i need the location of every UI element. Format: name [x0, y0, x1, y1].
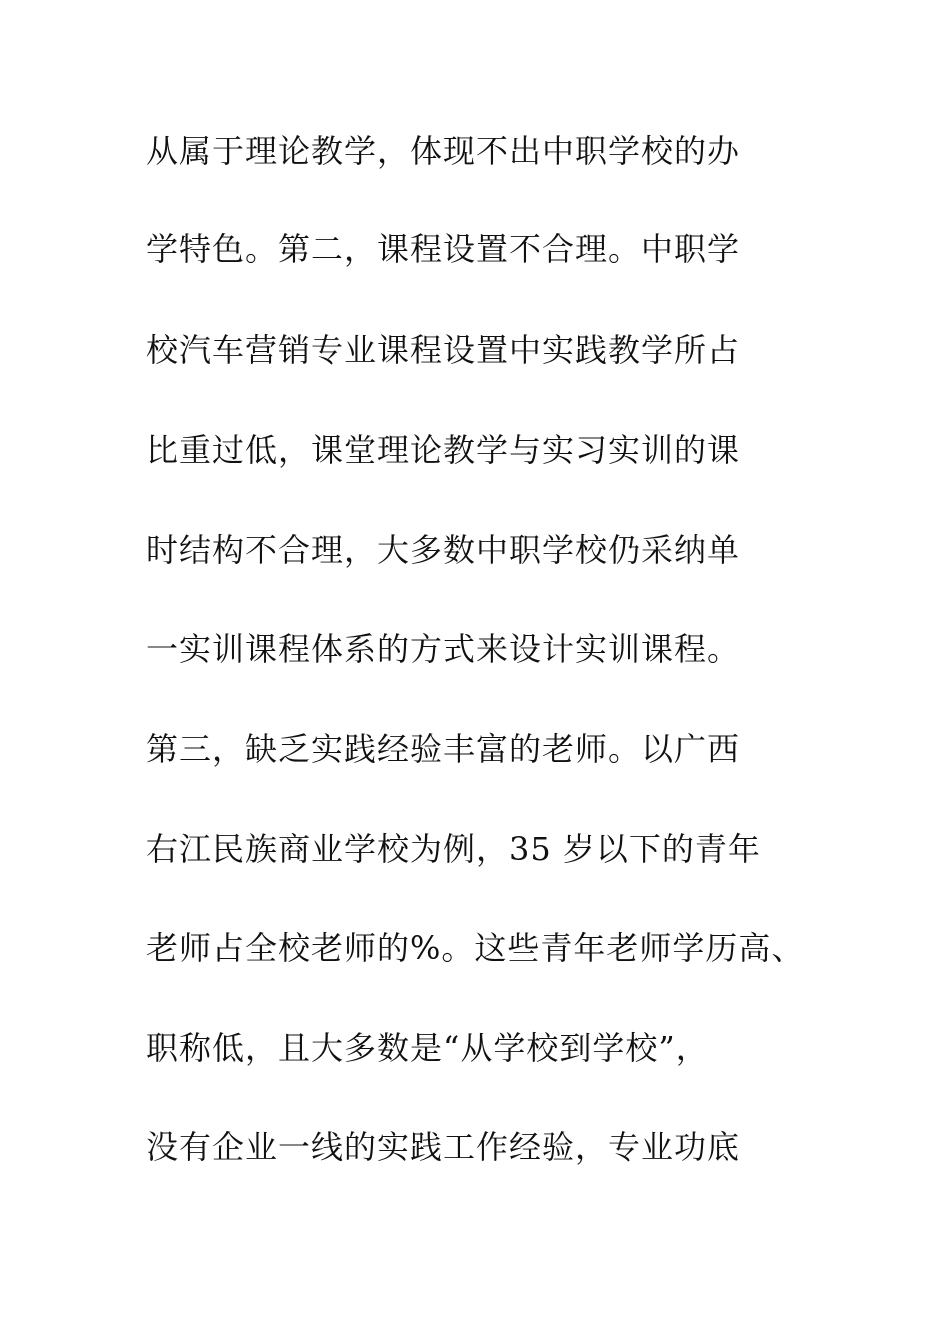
- paragraph-line-6: 一实训课程体系的方式来设计实训课程。: [146, 630, 741, 668]
- paragraph-line-11: 没有企业一线的实践工作经验，专业功底: [146, 1128, 741, 1166]
- paragraph-line-2: 学特色。第二，课程设置不合理。中职学: [146, 230, 741, 268]
- paragraph-line-7: 第三，缺乏实践经验丰富的老师。以广西: [146, 730, 741, 768]
- paragraph-line-8: 右江民族商业学校为例，35 岁以下的青年: [146, 830, 761, 868]
- paragraph-line-1: 从属于理论教学，体现不出中职学校的办: [146, 132, 741, 170]
- paragraph-line-4: 比重过低，课堂理论教学与实习实训的课: [146, 431, 741, 469]
- paragraph-line-10: 职称低，且大多数是“从学校到学校”，: [146, 1029, 709, 1067]
- paragraph-line-9: 老师占全校老师的%。这些青年老师学历高、: [146, 929, 805, 967]
- paragraph-line-3: 校汽车营销专业课程设置中实践教学所占: [146, 331, 741, 369]
- paragraph-line-5: 时结构不合理，大多数中职学校仍采纳单: [146, 531, 741, 569]
